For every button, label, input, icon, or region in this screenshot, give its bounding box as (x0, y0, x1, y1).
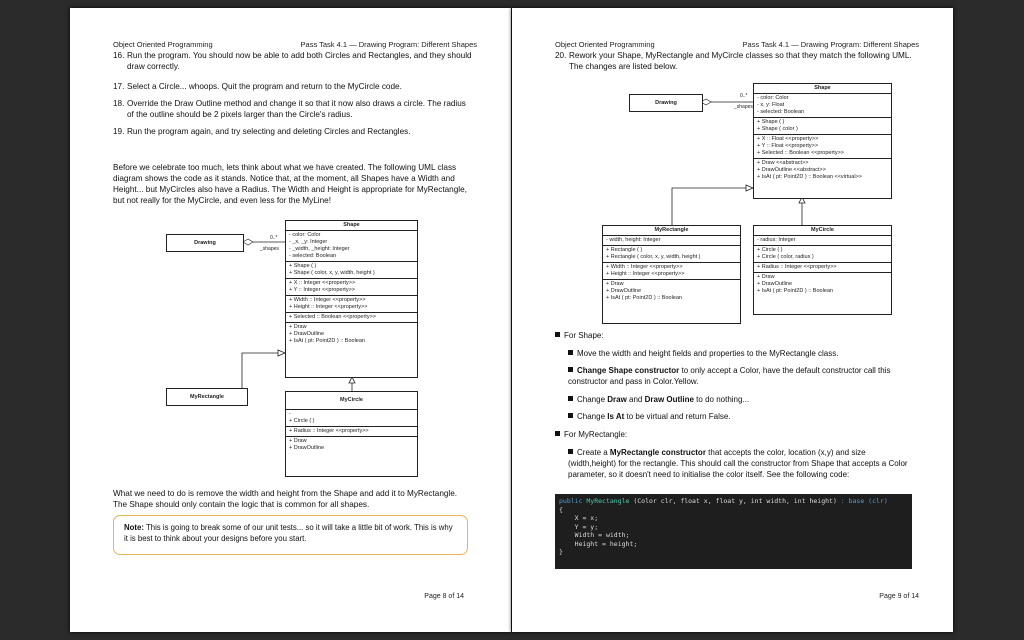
bullet-shape-constructor: Change Shape constructor to only accept a Color, have the default constructor call this constructor and pass in Color.Yellow. (568, 366, 891, 386)
header-left: Object Oriented Programming (113, 40, 213, 49)
uml-role: _shapes (734, 104, 753, 110)
uml-multiplicity: 0..* (740, 93, 748, 99)
bullet-move-width: Move the width and height fields and properties to the MyRectangle class. (568, 348, 913, 359)
bullet-isat: Change Is At to be virtual and return False. (568, 411, 913, 422)
uml-shape-class: Shape - color: Color - x, y: Float - selected: Boolean + Shape ( ) + Shape ( color ) + X :: Float <<property>> + Y :: Float <<property>> + Selected :: Boolean <<property>> + Draw <<abstract>> + DrawOutline <<abstract>> + IsAt ( pt: Point2D ) :: Boolean <<virtual>> (753, 83, 892, 199)
uml-drawing-class: Drawing (166, 234, 244, 252)
note-box (113, 515, 468, 555)
step-18: 18. Override the Draw Outline method and change it so that it now also draws a circle. The radius of the outline should be 2 pixels larger than the Circle's radius. (113, 99, 466, 119)
step-19: 19. Run the program again, and try selecting and deleting Circles and Rectangles. (113, 127, 411, 136)
bullet-for-shape: For Shape: (555, 330, 604, 341)
after-paragraph: What we need to do is remove the width and height from the Shape and add it to MyRectangle. The Shape should only contain the logic that is common for all shapes. (113, 489, 458, 509)
bullet-for-myrectangle: For MyRectangle: (555, 429, 627, 440)
uml-myrectangle-class: MyRectangle - width, height: Integer + Rectangle ( ) + Rectangle ( color, x, y, width, height ) + Width :: Integer <<property>> + Height :: Integer <<property>> + Draw + DrawOutline + IsAt ( pt: Point2D ) :: Boolean (602, 225, 741, 324)
note-text: This is going to break some of our unit tests... so it will take a little bit of work. This is why it is best to think about your designs before you start. (124, 523, 453, 543)
header-left: Object Oriented Programming (555, 40, 655, 49)
page-footer: Page 9 of 14 (879, 593, 919, 600)
header-right: Pass Task 4.1 — Drawing Program: Different Shapes (742, 40, 919, 49)
step-17: 17. Select a Circle... whoops. Quit the program and return to the MyCircle code. (113, 82, 402, 91)
uml-shape-class: Shape - color: Color - _x, _y: Integer - _width, _height: Integer - selected: Boolean + Shape ( ) + Shape ( color, x, y, width, height ) + X :: Integer <<property>> + Y :: Integer <<property>> + Width :: Integer <<property>> + Height :: Integer <<property>> + Selected :: Boolean <<property>> + Draw + DrawOutline + IsAt ( pt: Point2D ) :: Boolean (285, 220, 418, 378)
step-20: 20. Rework your Shape, MyRectangle and MyCircle classes so that they match the following UML. The changes are listed below. (555, 51, 912, 71)
uml-mycircle-class: MyCircle - radius: Integer + Circle ( ) + Circle ( color, radius ) + Radius :: Integer <<property>> + Draw + DrawOutline + IsAt ( pt: Point2D ) :: Boolean (753, 225, 892, 315)
header-right: Pass Task 4.1 — Drawing Program: Different Shapes (300, 40, 477, 49)
page-8 (70, 8, 511, 632)
uml-multiplicity: 0..* (270, 235, 278, 241)
uml-role: _shapes (260, 246, 279, 252)
step-16: 16. Run the program. You should now be able to add both Circles and Rectangles, and they should draw correctly. (113, 51, 472, 71)
uml-myrectangle-class: MyRectangle (166, 388, 248, 406)
bullet-draw: Change Draw and Draw Outline to do nothing... (568, 394, 913, 405)
note-label: Note: (124, 523, 144, 532)
code-block: public MyRectangle (Color clr, float x, float y, int width, int height) : base (clr) { X = x; Y = y; Width = width; Height = height; } (555, 494, 912, 569)
page-9 (512, 8, 953, 632)
bullet-myrect-constructor: Create a MyRectangle constructor that accepts the color, location (x,y) and size (width,height) for the rectangle. This should call the constructor from Shape that accepts a Color parameter, so it doesn't need to initialise the color itself. See the following code: (568, 448, 908, 479)
page-footer: Page 8 of 14 (424, 593, 464, 600)
uml-drawing-class: Drawing (629, 94, 703, 112)
uml-mycircle-class: MyCircle - + Circle ( ) + Radius :: Integer <<property>> + Draw + DrawOutline (285, 391, 418, 477)
intro-paragraph: Before we celebrate too much, lets think about what we have created. The following UML class diagram shows the code as it stands. Notice that, at the moment, all Shapes have a Width and Height... but MyCircles also have a Radius. The Width and Height is appropriate for MyRectangle, but not really for the MyCircle, and even less for the MyLine! (113, 163, 467, 205)
